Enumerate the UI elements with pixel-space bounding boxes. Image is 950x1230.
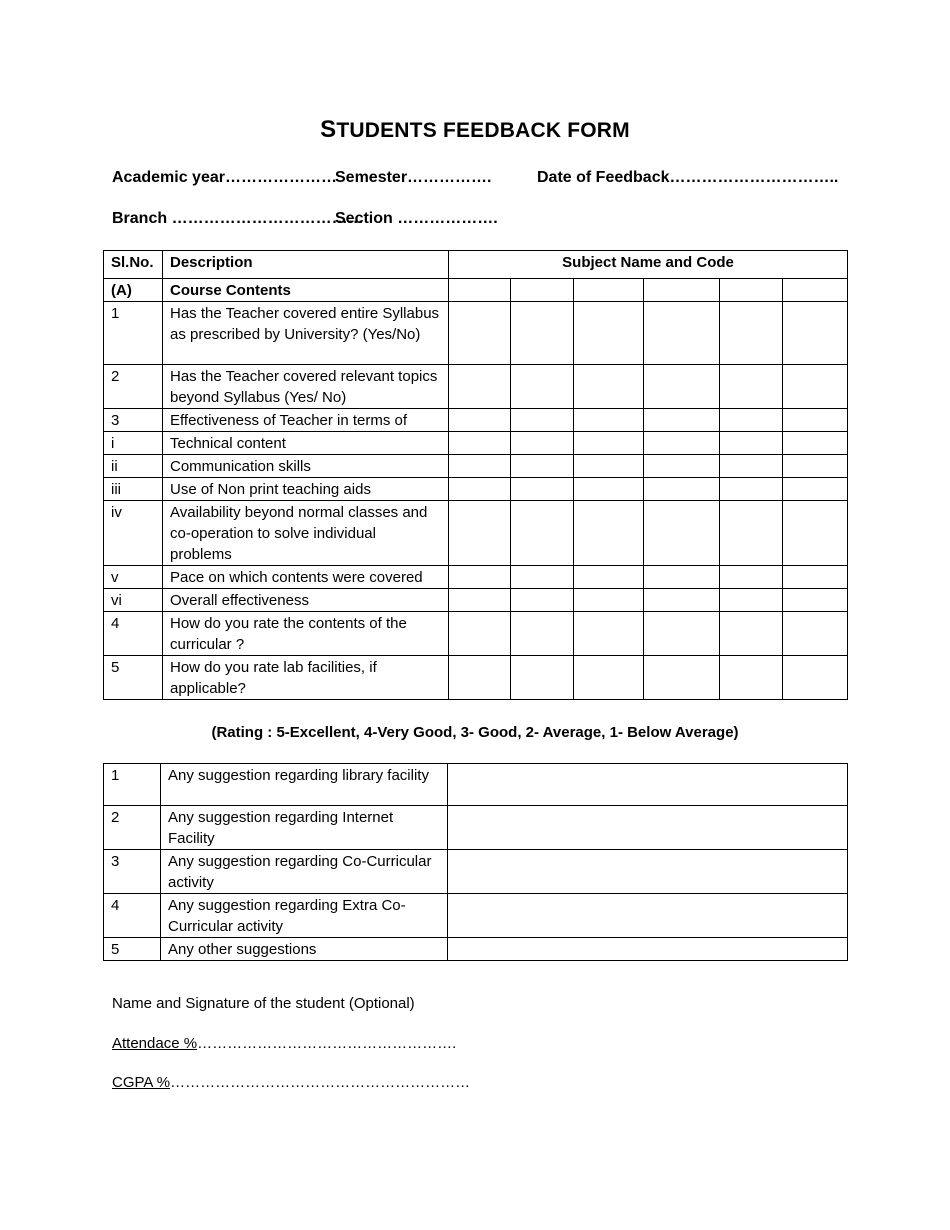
rating-cell[interactable] <box>511 566 574 589</box>
table-row <box>104 589 848 612</box>
section-label: Course Contents <box>163 279 449 302</box>
header-description: Description <box>163 251 449 279</box>
academic-year-field[interactable]: Academic year………………… <box>112 169 337 186</box>
rating-cell[interactable] <box>720 432 783 455</box>
rating-cell[interactable] <box>449 432 511 455</box>
row-number: iv <box>104 501 163 566</box>
rating-legend: (Rating : 5-Excellent, 4-Very Good, 3- Good, 2- Average, 1- Below Average) <box>211 724 739 741</box>
rating-cell[interactable] <box>720 589 783 612</box>
header-slno: Sl.No. <box>104 251 163 279</box>
rating-cell[interactable] <box>720 455 783 478</box>
rating-cell[interactable] <box>449 279 511 302</box>
rating-cell[interactable] <box>511 365 574 409</box>
feedback-table <box>103 250 848 700</box>
rating-cell[interactable] <box>574 478 644 501</box>
rating-cell[interactable] <box>720 656 783 700</box>
rating-cell[interactable] <box>574 365 644 409</box>
rating-cell[interactable] <box>511 279 574 302</box>
date-of-feedback-field[interactable]: Date of Feedback………………………….. <box>537 169 839 186</box>
attendance-blank: ……………………………………………. <box>197 1035 457 1052</box>
rating-cell[interactable] <box>511 612 574 656</box>
suggestions-table <box>103 763 848 961</box>
table-row <box>104 566 848 589</box>
rating-cell[interactable] <box>644 365 720 409</box>
table-row <box>104 302 848 365</box>
table-row <box>104 656 848 700</box>
rating-cell[interactable] <box>720 365 783 409</box>
rating-cell[interactable] <box>644 409 720 432</box>
rating-cell[interactable] <box>644 478 720 501</box>
rating-cell[interactable] <box>644 302 720 365</box>
row-number: i <box>104 432 163 455</box>
rating-cell[interactable] <box>449 478 511 501</box>
table-row <box>104 409 848 432</box>
suggestion-input[interactable] <box>448 850 848 894</box>
rating-cell[interactable] <box>720 478 783 501</box>
rating-cell[interactable] <box>783 501 848 566</box>
rating-cell[interactable] <box>644 432 720 455</box>
rating-cell[interactable] <box>574 409 644 432</box>
row-description: Any suggestion regarding Internet Facility <box>161 806 448 850</box>
row-description: Availability beyond normal classes and co-operation to solve individual problems <box>163 501 449 566</box>
rating-cell[interactable] <box>644 566 720 589</box>
rating-cell[interactable] <box>449 409 511 432</box>
rating-cell[interactable] <box>449 501 511 566</box>
row-number: 1 <box>104 764 161 806</box>
rating-cell[interactable] <box>574 656 644 700</box>
rating-cell[interactable] <box>720 501 783 566</box>
rating-cell[interactable] <box>644 612 720 656</box>
table-row <box>104 938 848 961</box>
rating-cell[interactable] <box>574 612 644 656</box>
row-number: 2 <box>104 806 161 850</box>
section-field[interactable]: Section ………………. <box>335 210 498 227</box>
header-subject-name-code: Subject Name and Code <box>449 251 848 279</box>
rating-cell[interactable] <box>449 302 511 365</box>
rating-cell[interactable] <box>511 432 574 455</box>
rating-cell[interactable] <box>449 589 511 612</box>
rating-cell[interactable] <box>644 589 720 612</box>
table-row <box>104 365 848 409</box>
rating-cell[interactable] <box>720 302 783 365</box>
rating-cell[interactable] <box>720 612 783 656</box>
row-number: 5 <box>104 938 161 961</box>
rating-cell[interactable] <box>644 501 720 566</box>
row-number: 2 <box>104 365 163 409</box>
rating-cell[interactable] <box>449 455 511 478</box>
cgpa-blank: …………………………………………………… <box>170 1074 471 1091</box>
rating-cell[interactable] <box>783 589 848 612</box>
row-number: 4 <box>104 612 163 656</box>
row-description: Communication skills <box>163 455 449 478</box>
row-description: Technical content <box>163 432 449 455</box>
row-description: Use of Non print teaching aids <box>163 478 449 501</box>
rating-cell[interactable] <box>644 455 720 478</box>
cgpa-label: CGPA % <box>112 1074 171 1091</box>
page-title: STUDENTS FEEDBACK FORM <box>320 116 630 143</box>
rating-cell[interactable] <box>783 566 848 589</box>
rating-cell[interactable] <box>720 279 783 302</box>
rating-cell[interactable] <box>720 566 783 589</box>
suggestion-input[interactable] <box>448 938 848 961</box>
name-signature-label: Name and Signature of the student (Optional) <box>112 995 415 1012</box>
row-description: Has the Teacher covered entire Syllabus as prescribed by University? (Yes/No) <box>163 302 449 365</box>
rating-cell[interactable] <box>644 279 720 302</box>
row-description: Any other suggestions <box>161 938 448 961</box>
rating-cell[interactable] <box>511 656 574 700</box>
table-row <box>104 764 848 806</box>
rating-cell[interactable] <box>449 612 511 656</box>
table-row <box>104 432 848 455</box>
rating-cell[interactable] <box>574 566 644 589</box>
rating-cell[interactable] <box>511 409 574 432</box>
rating-cell[interactable] <box>574 432 644 455</box>
rating-cell[interactable] <box>574 501 644 566</box>
rating-cell[interactable] <box>783 432 848 455</box>
row-description: Effectiveness of Teacher in terms of <box>163 409 449 432</box>
rating-cell[interactable] <box>783 612 848 656</box>
rating-cell[interactable] <box>783 656 848 700</box>
rating-cell[interactable] <box>720 409 783 432</box>
rating-cell[interactable] <box>783 302 848 365</box>
rating-cell[interactable] <box>449 365 511 409</box>
rating-cell[interactable] <box>511 302 574 365</box>
row-description: Pace on which contents were covered <box>163 566 449 589</box>
rating-cell[interactable] <box>449 656 511 700</box>
row-description: How do you rate the contents of the curricular ? <box>163 612 449 656</box>
row-description: Overall effectiveness <box>163 589 449 612</box>
row-number: v <box>104 566 163 589</box>
attendance-label: Attendace % <box>112 1035 198 1052</box>
row-number: 4 <box>104 894 161 938</box>
rating-cell[interactable] <box>574 302 644 365</box>
rating-cell[interactable] <box>783 478 848 501</box>
rating-cell[interactable] <box>783 409 848 432</box>
row-description: Any suggestion regarding library facility <box>161 764 448 806</box>
attendance-field[interactable] <box>112 1035 456 1052</box>
rating-cell[interactable] <box>511 478 574 501</box>
row-number: 1 <box>104 302 163 365</box>
row-number: iii <box>104 478 163 501</box>
rating-cell[interactable] <box>511 589 574 612</box>
rating-cell[interactable] <box>574 589 644 612</box>
row-number: vi <box>104 589 163 612</box>
rating-cell[interactable] <box>783 279 848 302</box>
suggestion-input[interactable] <box>448 806 848 850</box>
row-description: Any suggestion regarding Extra Co-Curricular activity <box>161 894 448 938</box>
suggestion-input[interactable] <box>448 764 848 806</box>
cgpa-field[interactable] <box>112 1074 470 1091</box>
row-number: 3 <box>104 850 161 894</box>
row-number: 3 <box>104 409 163 432</box>
rating-cell[interactable] <box>511 455 574 478</box>
suggestion-input[interactable] <box>448 894 848 938</box>
rating-cell[interactable] <box>644 656 720 700</box>
row-number: ii <box>104 455 163 478</box>
branch-field[interactable]: Branch ……………………………… <box>112 210 364 227</box>
table-row <box>104 612 848 656</box>
table-row <box>104 501 848 566</box>
table-row <box>104 455 848 478</box>
table-row <box>104 478 848 501</box>
rating-cell[interactable] <box>574 455 644 478</box>
semester-field[interactable]: Semester……………. <box>335 169 492 186</box>
table-row <box>104 806 848 850</box>
rating-cell[interactable] <box>511 501 574 566</box>
row-description: Any suggestion regarding Co-Curricular activity <box>161 850 448 894</box>
row-number: 5 <box>104 656 163 700</box>
rating-cell[interactable] <box>449 566 511 589</box>
table-row <box>104 894 848 938</box>
row-description: How do you rate lab facilities, if applicable? <box>163 656 449 700</box>
table-row <box>104 850 848 894</box>
section-number: (A) <box>104 279 163 302</box>
row-description: Has the Teacher covered relevant topics beyond Syllabus (Yes/ No) <box>163 365 449 409</box>
rating-cell[interactable] <box>783 365 848 409</box>
rating-cell[interactable] <box>574 279 644 302</box>
rating-cell[interactable] <box>783 455 848 478</box>
